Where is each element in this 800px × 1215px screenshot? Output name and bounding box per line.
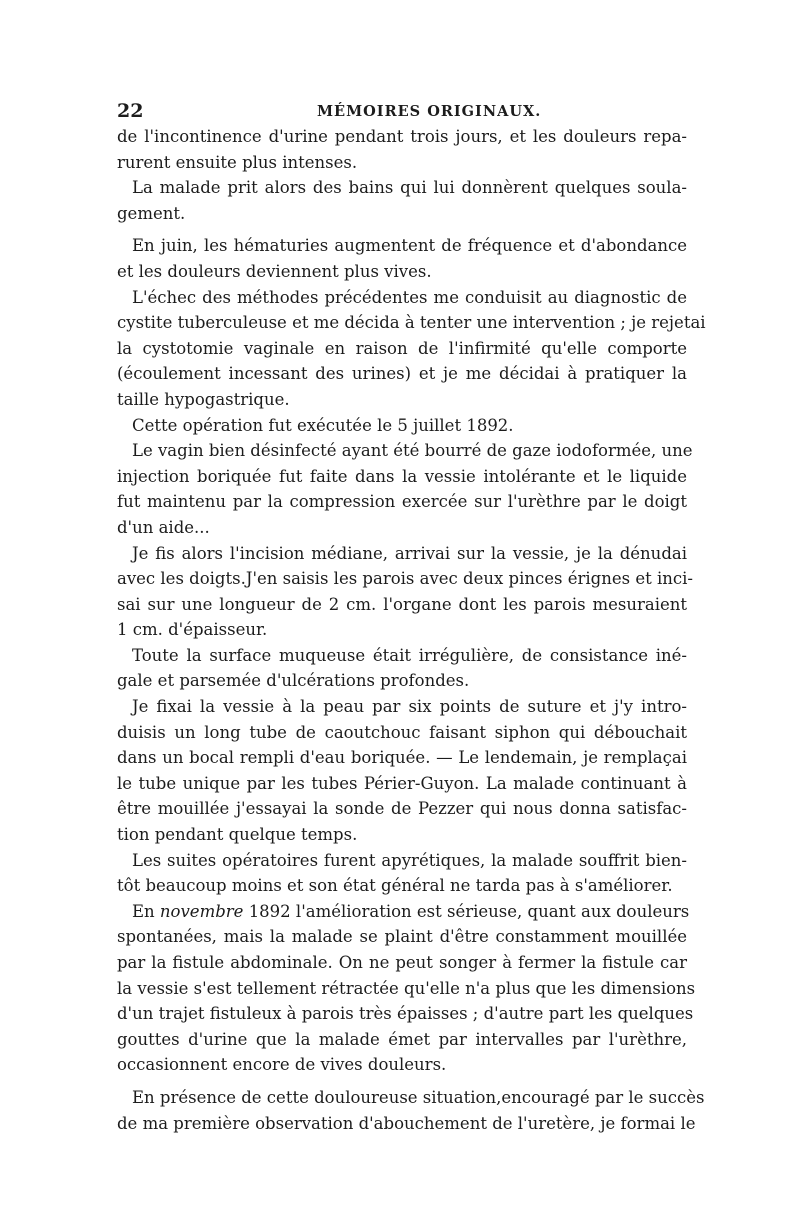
text-line: L'échec des méthodes précédentes me conduisit au diagnostic de (132, 287, 687, 307)
body-text (117, 124, 706, 1136)
text-line: Les suites opératoires furent apyrétiques, la malade souffrit bien- (132, 850, 687, 870)
text-line: tôt beaucoup moins et son état général ne tarda pas à s'améliorer. (117, 876, 673, 896)
page-header (117, 100, 687, 124)
text-line: injection boriquée fut faite dans la vessie intolérante et le liquide (117, 466, 687, 486)
text-line: occasionnent encore de vives douleurs. (117, 1055, 447, 1075)
text-line: taille hypogastrique. (117, 389, 290, 409)
page-number: 22 (117, 100, 144, 122)
text-run: En (132, 901, 155, 921)
text-line: tion pendant quelque temps. (117, 825, 358, 845)
text-line: d'un trajet fistuleux à parois très épaisses ; d'autre part les quelques (117, 1004, 694, 1024)
text-line: cystite tuberculeuse et me décida à tenter une intervention ; je rejetai (117, 313, 706, 333)
text-line: (écoulement incessant des urines) et je me décidai à pratiquer la (117, 364, 687, 384)
text-line: le tube unique par les tubes Périer-Guyon. La malade continuant à (117, 773, 687, 793)
text-line: spontanées, mais la malade se plaint d'être constamment mouillée (117, 927, 687, 947)
text-line: La malade prit alors des bains qui lui donnèrent quelques soula- (132, 178, 687, 198)
text-line: En présence de cette douloureuse situation,encouragé par le succès (132, 1087, 705, 1107)
text-line: Le vagin bien désinfecté ayant été bourré de gaze iodoformée, une (132, 441, 693, 461)
text-line: Je fixai la vessie à la peau par six points de suture et j'y intro- (132, 697, 687, 717)
text-line: d'un aide... (117, 517, 210, 537)
text-line: rurent ensuite plus intenses. (117, 152, 358, 172)
text-line: fut maintenu par la compression exercée sur l'urèthre par le doigt (117, 492, 687, 512)
text-line: gement. (117, 203, 186, 223)
text-line: Toute la surface muqueuse était irrégulière, de consistance iné- (132, 645, 687, 665)
text-line: être mouillée j'essayai la sonde de Pezzer qui nous donna satisfac- (117, 799, 687, 819)
text-line: de l'incontinence d'urine pendant trois jours, et les douleurs repa- (117, 127, 687, 146)
text-line: dans un bocal rempli d'eau boriquée. — Le lendemain, je remplaçai (117, 748, 687, 768)
text-line: sai sur une longueur de 2 cm. l'organe dont les parois mesuraient (117, 594, 687, 614)
text-line: 1 cm. d'épaisseur. (117, 620, 268, 640)
text-line: la cystotomie vaginale en raison de l'infirmité qu'elle comporte (117, 338, 687, 358)
text-line: par la fistule abdominale. On ne peut songer à fermer la fistule car (117, 953, 687, 972)
text-line: gouttes d'urine que la malade émet par intervalles par l'urèthre, (117, 1029, 687, 1049)
text-line: gale et parsemée d'ulcérations profondes. (117, 671, 470, 691)
text-line: Je fis alors l'incision médiane, arrivai sur la vessie, je la dénudai (132, 543, 687, 563)
italic-text-run: novembre (159, 901, 244, 921)
text-line: la vessie s'est tellement rétractée qu'elle n'a plus que les dimensions (117, 978, 696, 998)
text-line: En juin, les hématuries augmentent de fréquence et d'abondance (132, 236, 687, 256)
text-line: Cette opération fut exécutée le 5 juillet 1892. (132, 415, 514, 435)
text-run: 1892 l'amélioration est sérieuse, quant aux douleurs (248, 901, 690, 921)
running-title: MÉMOIRES ORIGINAUX. (317, 103, 542, 120)
text-line: avec les doigts.J'en saisis les parois avec deux pinces érignes et inci- (117, 569, 693, 589)
text-line: duisis un long tube de caoutchouc faisant siphon qui débouchait (117, 722, 687, 742)
text-line: et les douleurs deviennent plus vives. (117, 261, 432, 281)
text-line (117, 899, 690, 925)
text-line: de ma première observation d'abouchement de l'uretère, je formai le (117, 1113, 696, 1133)
